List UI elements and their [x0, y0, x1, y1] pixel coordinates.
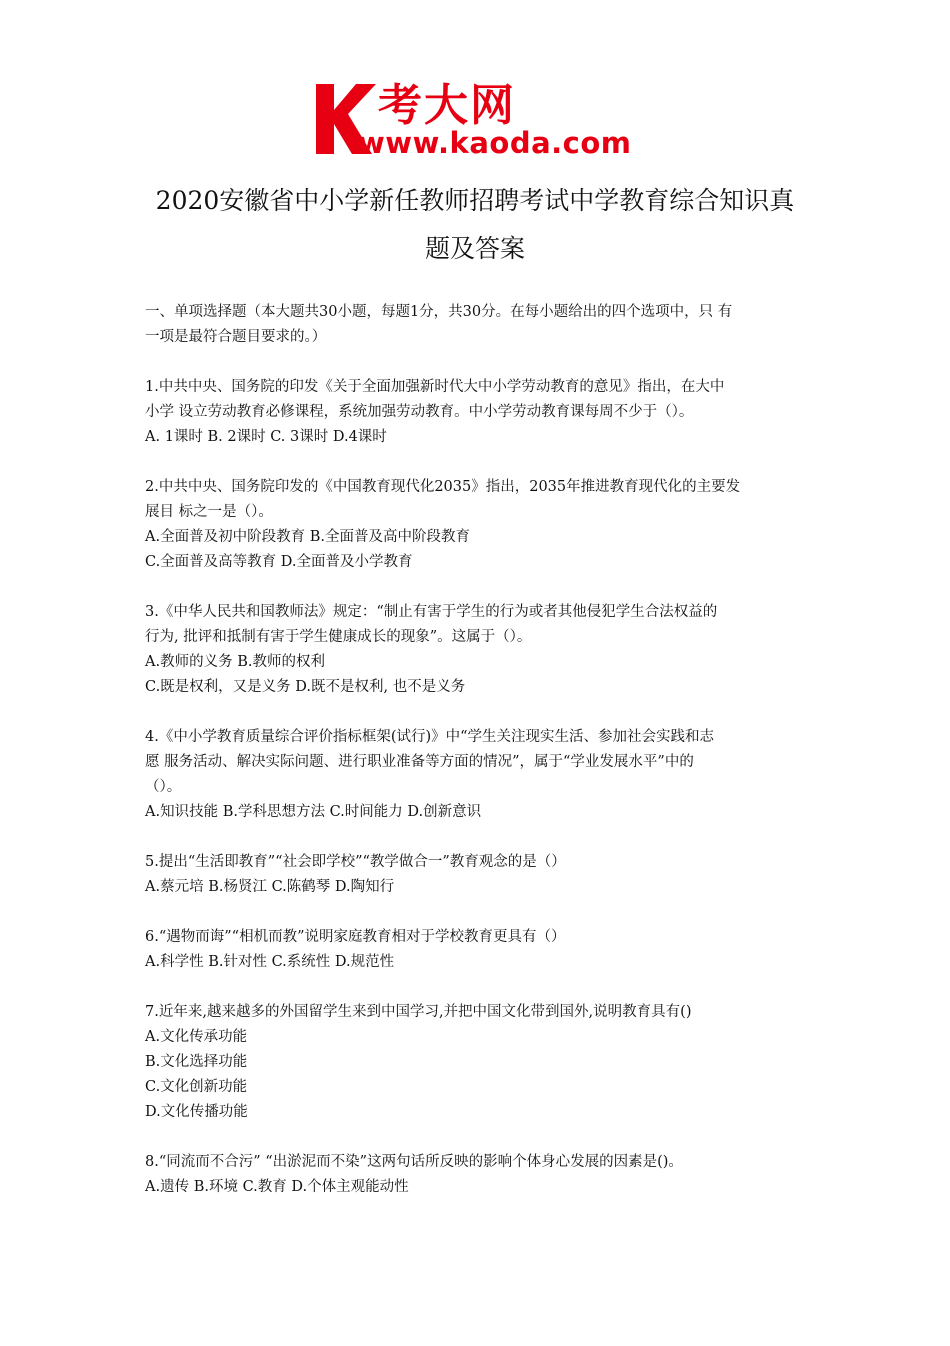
question-options: A.教师的义务 B.教师的权利	[145, 654, 325, 670]
page-title-line1: 2020安徽省中小学新任教师招聘考试中学教育综合知识真	[155, 186, 795, 215]
kaoda-logo	[312, 80, 642, 160]
question-option: D.文化传播功能	[145, 1104, 248, 1120]
question-options: A.遗传 B.环境 C.教育 D.个体主观能动性	[145, 1179, 409, 1195]
section-header: 一项是最符合题目要求的。）	[145, 329, 327, 345]
question-options: A.知识技能 B.学科思想方法 C.时间能力 D.创新意识	[145, 804, 482, 820]
question-options: C.既是权利，又是义务 D.既不是权利, 也不是义务	[145, 679, 466, 695]
question-stem: 8.“同流而不合污” “出淤泥而不染”这两句话所反映的影响个体身心发展的因素是()。	[145, 1154, 683, 1170]
page-title-line2: 题及答案	[424, 234, 525, 263]
question-stem: 小学 设立劳动教育必修课程，系统加强劳动教育。中小学劳动教育课每周不少于（）。	[145, 404, 694, 420]
question-stem: 1.中共中央、国务院的印发《关于全面加强新时代大中小学劳动教育的意见》指出，在大中	[145, 379, 725, 395]
question-options: A.全面普及初中阶段教育 B.全面普及高中阶段教育	[145, 529, 470, 545]
question-stem: 4.《中小学教育质量综合评价指标框架(试行)》中“学生关注现实生活、参加社会实践和志	[145, 729, 715, 745]
exam-content	[145, 300, 810, 1200]
question-option: B.文化选择功能	[145, 1054, 248, 1070]
question-stem: （）。	[145, 779, 182, 795]
question-option: C.文化创新功能	[145, 1079, 248, 1095]
question-options: A.科学性 B.针对性 C.系统性 D.规范性	[145, 954, 395, 970]
question-stem: 5.提出“生活即教育”“社会即学校”“教学做合一”教育观念的是（）	[145, 854, 566, 870]
section-header: 一、单项选择题（本大题共30小题，每题1分，共30分。在每小题给出的四个选项中，只 有	[145, 304, 733, 320]
question-options: A.蔡元培 B.杨贤江 C.陈鹤琴 D.陶知行	[145, 879, 395, 895]
question-stem: 6.“遇物而诲”“相机而教”说明家庭教育相对于学校教育更具有（）	[145, 929, 566, 945]
question-stem: 行为, 批评和抵制有害于学生健康成长的现象”。这属于（）。	[145, 629, 532, 645]
question-stem: 2.中共中央、国务院印发的《中国教育现代化2035》指出，2035年推进教育现代化的主要发	[145, 479, 741, 495]
logo-url: www.kaoda.com	[358, 126, 632, 160]
question-stem: 展目 标之一是（）。	[145, 504, 273, 520]
question-option: A.文化传承功能	[145, 1029, 248, 1045]
question-stem: 3.《中华人民共和国教师法》规定：“制止有害于学生的行为或者其他侵犯学生合法权益的	[145, 604, 718, 620]
question-stem: 愿 服务活动、解决实际问题、进行职业准备等方面的情况”，属于“学业发展水平”中的	[145, 754, 694, 770]
logo-name: 考大网	[378, 80, 516, 131]
question-options: C.全面普及高等教育 D.全面普及小学教育	[145, 554, 413, 570]
question-stem: 7.近年来,越来越多的外国留学生来到中国学习,并把中国文化带到国外,说明教育具有()	[145, 1004, 692, 1020]
question-options: A. 1课时 B. 2课时 C. 3课时 D.4课时	[145, 429, 387, 445]
